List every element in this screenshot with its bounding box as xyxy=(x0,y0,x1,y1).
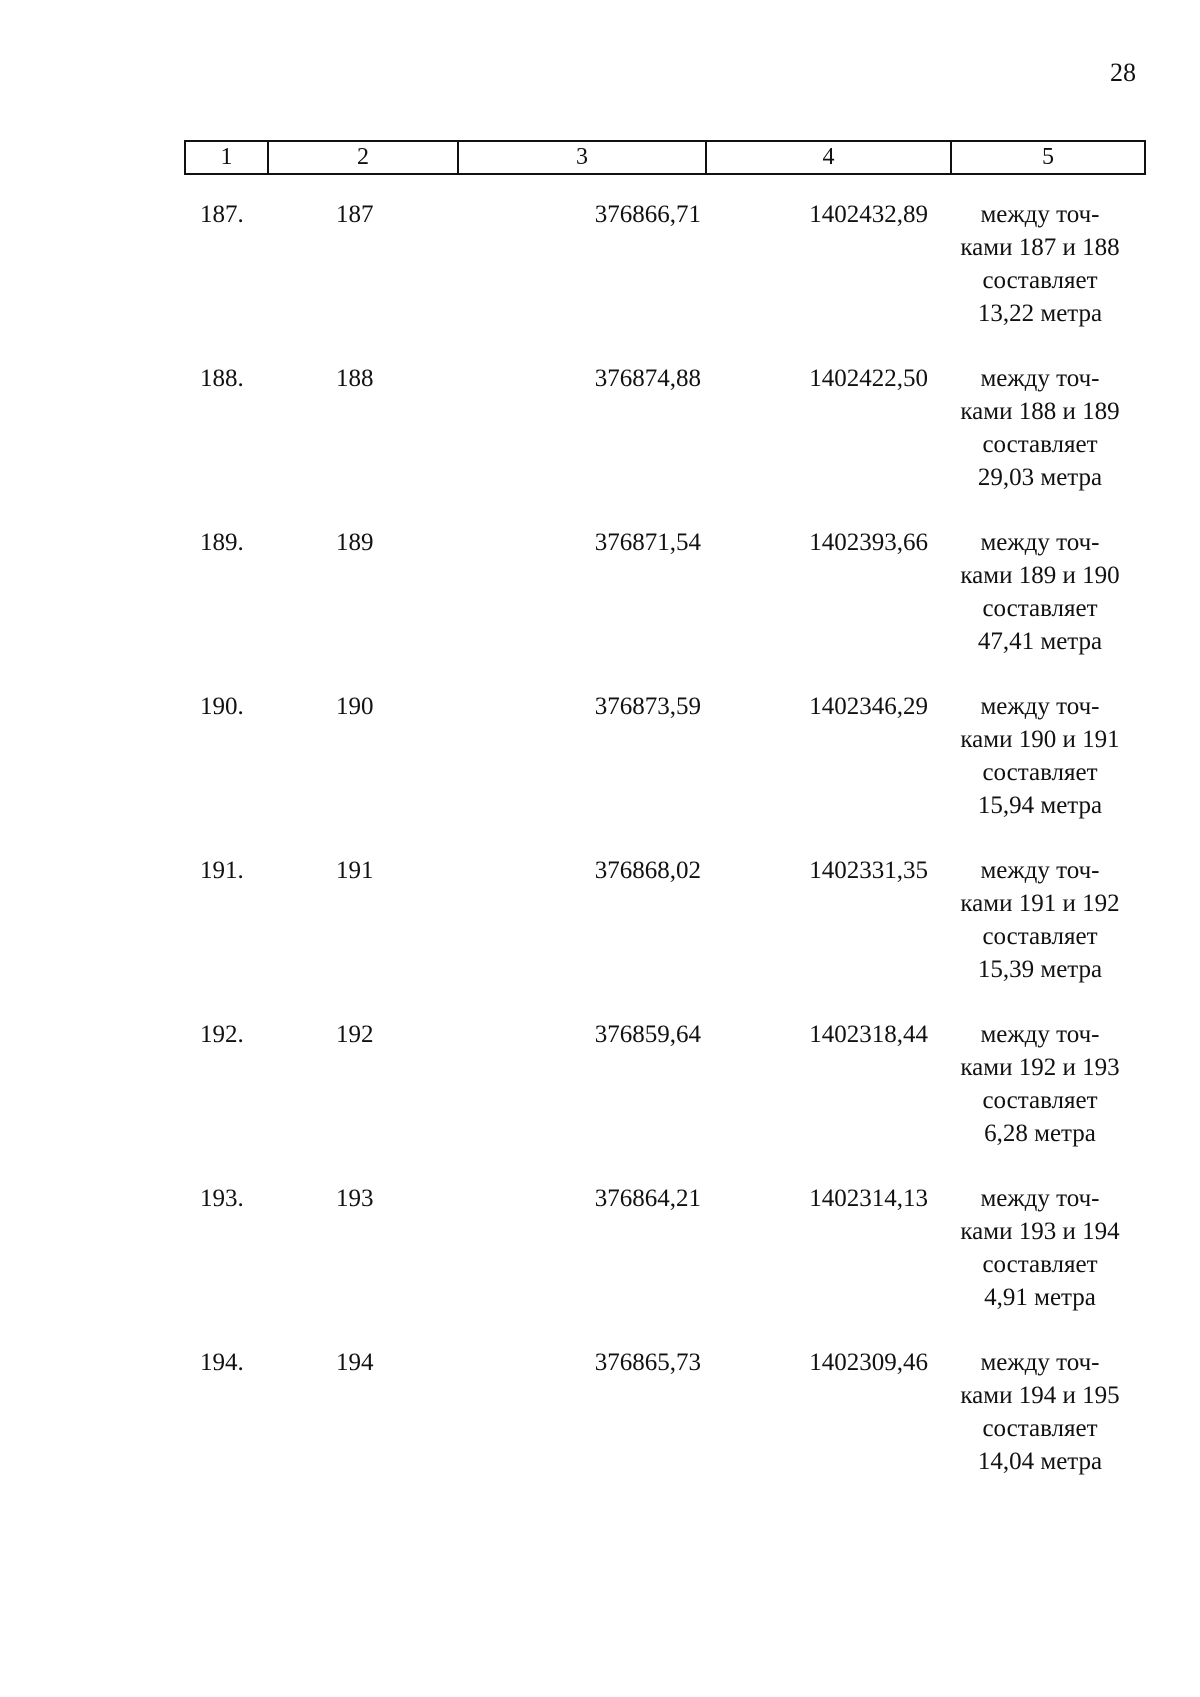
description-line: ками 189 и 190 xyxy=(960,562,1120,589)
y-coordinate: 1402422,50 xyxy=(809,365,928,392)
row-number: 188. xyxy=(200,365,244,392)
table-row xyxy=(184,362,1144,526)
x-coordinate: 376865,73 xyxy=(594,1349,701,1376)
x-coordinate: 376859,64 xyxy=(594,1021,701,1048)
description-line: между точ- xyxy=(980,529,1100,556)
column-header-1: 1 xyxy=(185,141,268,174)
y-coordinate: 1402309,46 xyxy=(809,1349,928,1376)
description-line: составляет xyxy=(982,923,1098,950)
distance-description xyxy=(936,690,1144,822)
point-number: 190 xyxy=(336,693,374,720)
row-number: 190. xyxy=(200,693,244,720)
y-coordinate: 1402393,66 xyxy=(809,529,928,556)
description-line: ками 194 и 195 xyxy=(960,1382,1120,1409)
x-coordinate: 376874,88 xyxy=(594,365,701,392)
description-line: между точ- xyxy=(980,857,1100,884)
y-coordinate: 1402331,35 xyxy=(809,857,928,884)
column-header-2: 2 xyxy=(268,141,458,174)
description-line: между точ- xyxy=(980,201,1100,228)
table-row xyxy=(184,1182,1144,1346)
distance-description xyxy=(936,1346,1144,1478)
point-number: 191 xyxy=(336,857,374,884)
description-line: составляет xyxy=(982,1251,1098,1278)
x-coordinate: 376866,71 xyxy=(594,201,701,228)
description-line: составляет xyxy=(982,1415,1098,1442)
row-number: 187. xyxy=(200,201,244,228)
point-number: 188 xyxy=(336,365,374,392)
row-number: 194. xyxy=(200,1349,244,1376)
table-row xyxy=(184,198,1144,362)
page-number: 28 xyxy=(1110,58,1136,87)
description-line: составляет xyxy=(982,759,1098,786)
table-row xyxy=(184,1018,1144,1182)
x-coordinate: 376868,02 xyxy=(594,857,701,884)
description-line: ками 192 и 193 xyxy=(960,1054,1120,1081)
description-line: 14,04 метра xyxy=(977,1448,1103,1475)
table-row xyxy=(184,854,1144,1018)
distance-description xyxy=(936,198,1144,330)
description-line: составляет xyxy=(982,595,1098,622)
description-line: ками 191 и 192 xyxy=(960,890,1120,917)
description-line: составляет xyxy=(982,431,1098,458)
description-line: между точ- xyxy=(980,1349,1100,1376)
point-number: 187 xyxy=(336,201,374,228)
distance-description xyxy=(936,1182,1144,1314)
description-line: ками 193 и 194 xyxy=(960,1218,1120,1245)
description-line: 47,41 метра xyxy=(977,628,1103,655)
description-line: ками 190 и 191 xyxy=(960,726,1120,753)
distance-description xyxy=(936,1018,1144,1150)
description-line: между точ- xyxy=(980,693,1100,720)
description-line: ками 188 и 189 xyxy=(960,398,1120,425)
column-header-4: 4 xyxy=(706,141,951,174)
column-header-5: 5 xyxy=(951,141,1145,174)
description-line: ками 187 и 188 xyxy=(960,234,1120,261)
x-coordinate: 376871,54 xyxy=(594,529,701,556)
x-coordinate: 376864,21 xyxy=(594,1185,701,1212)
y-coordinate: 1402314,13 xyxy=(809,1185,928,1212)
description-line: составляет xyxy=(982,267,1098,294)
x-coordinate: 376873,59 xyxy=(594,693,701,720)
distance-description xyxy=(936,854,1144,986)
point-number: 194 xyxy=(336,1349,374,1376)
description-line: 15,39 метра xyxy=(977,956,1103,983)
description-line: 6,28 метра xyxy=(984,1120,1096,1147)
column-header-3: 3 xyxy=(458,141,706,174)
distance-description xyxy=(936,526,1144,658)
y-coordinate: 1402346,29 xyxy=(809,693,928,720)
distance-description xyxy=(936,362,1144,494)
description-line: 15,94 метра xyxy=(977,792,1103,819)
row-number: 189. xyxy=(200,529,244,556)
description-line: между точ- xyxy=(980,1021,1100,1048)
table-row xyxy=(184,1346,1144,1510)
column-header-row xyxy=(185,141,1145,174)
row-number: 191. xyxy=(200,857,244,884)
point-number: 193 xyxy=(336,1185,374,1212)
row-number: 193. xyxy=(200,1185,244,1212)
table-row xyxy=(184,526,1144,690)
description-line: 29,03 метра xyxy=(977,464,1103,491)
y-coordinate: 1402432,89 xyxy=(809,201,928,228)
description-line: между точ- xyxy=(980,365,1100,392)
description-line: составляет xyxy=(982,1087,1098,1114)
row-number: 192. xyxy=(200,1021,244,1048)
description-line: 13,22 метра xyxy=(977,300,1103,327)
description-line: между точ- xyxy=(980,1185,1100,1212)
coordinate-rows xyxy=(184,198,1144,1510)
y-coordinate: 1402318,44 xyxy=(809,1021,928,1048)
point-number: 192 xyxy=(336,1021,374,1048)
column-header-table xyxy=(184,140,1146,175)
description-line: 4,91 метра xyxy=(984,1284,1096,1311)
table-row xyxy=(184,690,1144,854)
point-number: 189 xyxy=(336,529,374,556)
